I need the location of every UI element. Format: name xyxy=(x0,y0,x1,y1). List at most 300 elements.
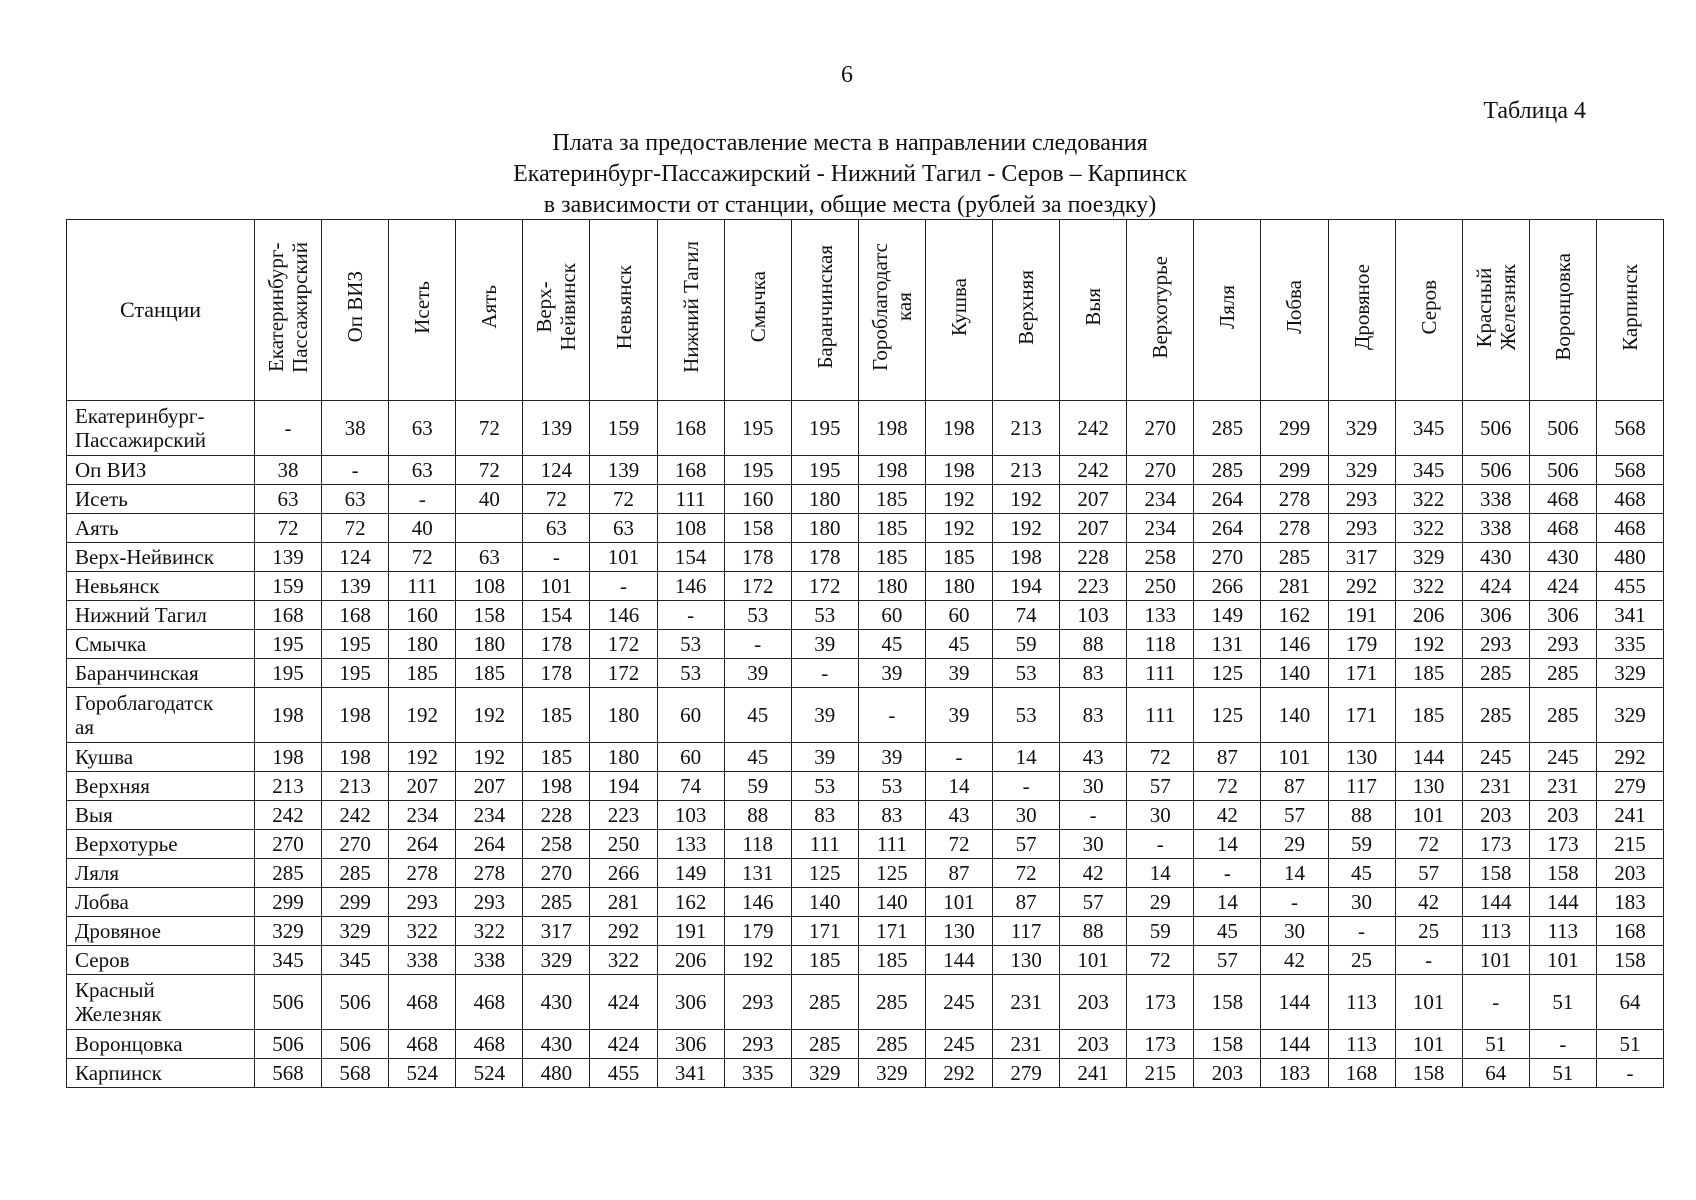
fare-cell: 278 xyxy=(1261,514,1328,543)
fare-cell: 171 xyxy=(858,917,925,946)
column-header-label: Ляля xyxy=(1215,284,1240,330)
fare-cell: 72 xyxy=(1127,743,1194,772)
fare-cell: 195 xyxy=(322,630,389,659)
fare-cell: 30 xyxy=(1127,801,1194,830)
fare-cell: 185 xyxy=(523,688,590,743)
fare-cell: 72 xyxy=(389,543,456,572)
fare-cell: 131 xyxy=(724,859,791,888)
fare-cell: 103 xyxy=(657,801,724,830)
fare-cell: 279 xyxy=(1596,772,1663,801)
fare-cell: 154 xyxy=(657,543,724,572)
fare-cell: 88 xyxy=(1060,630,1127,659)
fare-cell: 480 xyxy=(1596,543,1663,572)
fare-cell: 285 xyxy=(1529,688,1596,743)
fare-cell: - xyxy=(255,401,322,456)
column-header-label: Невьянск xyxy=(611,264,636,350)
fare-cell: 53 xyxy=(993,688,1060,743)
fare-cell: 39 xyxy=(858,743,925,772)
fare-cell: 118 xyxy=(1127,630,1194,659)
column-header xyxy=(724,220,791,401)
fare-cell: 38 xyxy=(322,401,389,456)
fare-cell: 198 xyxy=(858,456,925,485)
fare-cell: 63 xyxy=(389,456,456,485)
table-row xyxy=(67,659,1664,688)
fare-cell: 250 xyxy=(590,830,657,859)
fare-cell: 179 xyxy=(1328,630,1395,659)
fare-cell: 130 xyxy=(1395,772,1462,801)
fare-cell: 88 xyxy=(1328,801,1395,830)
fare-cell: 42 xyxy=(1060,859,1127,888)
fare-cell: 568 xyxy=(1596,401,1663,456)
fare-cell: 285 xyxy=(858,975,925,1030)
fare-cell: 146 xyxy=(590,601,657,630)
fare-cell: 168 xyxy=(322,601,389,630)
table-title xyxy=(300,128,1400,221)
fare-cell: 345 xyxy=(322,946,389,975)
fare-cell: 329 xyxy=(1596,688,1663,743)
fare-cell: 144 xyxy=(1529,888,1596,917)
row-station-label: Исеть xyxy=(67,485,255,514)
fare-cell: 306 xyxy=(657,975,724,1030)
fare-cell: - xyxy=(322,456,389,485)
fare-cell: 111 xyxy=(791,830,858,859)
fare-cell: 424 xyxy=(1529,572,1596,601)
fare-cell: 424 xyxy=(590,1030,657,1059)
fare-cell: 430 xyxy=(1462,543,1529,572)
fare-cell: 228 xyxy=(523,801,590,830)
fare-cell: 322 xyxy=(456,917,523,946)
fare-cell: 293 xyxy=(1529,630,1596,659)
column-header xyxy=(1462,220,1529,401)
fare-cell: 293 xyxy=(1462,630,1529,659)
fare-cell: 57 xyxy=(1395,859,1462,888)
column-header xyxy=(993,220,1060,401)
fare-cell: 64 xyxy=(1462,1059,1529,1088)
column-header-label: Воронцовка xyxy=(1550,253,1575,361)
fare-cell: 168 xyxy=(1596,917,1663,946)
fare-cell: 192 xyxy=(993,485,1060,514)
fare-cell: 51 xyxy=(1462,1030,1529,1059)
table-row xyxy=(67,830,1664,859)
column-header-label: Кушва xyxy=(946,277,971,337)
column-header xyxy=(590,220,657,401)
fare-cell: 14 xyxy=(993,743,1060,772)
fare-cell: 144 xyxy=(1462,888,1529,917)
fare-cell: - xyxy=(389,485,456,514)
fare-cell: 299 xyxy=(1261,456,1328,485)
fare-cell: 468 xyxy=(1596,485,1663,514)
column-header-label: Екатеринбург- Пассажирский xyxy=(264,241,313,373)
fare-cell: 59 xyxy=(1127,917,1194,946)
fare-cell: 111 xyxy=(858,830,925,859)
fare-cell: 185 xyxy=(389,659,456,688)
column-header-label: Гороблагодатс кая xyxy=(867,243,916,371)
fare-cell: 133 xyxy=(657,830,724,859)
fare-cell: 168 xyxy=(255,601,322,630)
fare-cell: 270 xyxy=(1127,456,1194,485)
fare-cell: 179 xyxy=(724,917,791,946)
fare-cell: 39 xyxy=(925,688,992,743)
fare-cell: 329 xyxy=(255,917,322,946)
fare-cell: 45 xyxy=(858,630,925,659)
fare-cell: 285 xyxy=(1194,401,1261,456)
fare-cell: 118 xyxy=(724,830,791,859)
fare-cell: 192 xyxy=(1395,630,1462,659)
fare-cell: 180 xyxy=(456,630,523,659)
fare-cell: 206 xyxy=(657,946,724,975)
column-header xyxy=(389,220,456,401)
fare-cell: 506 xyxy=(1462,456,1529,485)
fare-cell: 270 xyxy=(255,830,322,859)
fare-cell: 191 xyxy=(657,917,724,946)
fare-cell: 173 xyxy=(1462,830,1529,859)
fare-cell: 101 xyxy=(925,888,992,917)
fare-cell: 74 xyxy=(993,601,1060,630)
fare-cell: 43 xyxy=(1060,743,1127,772)
table-row xyxy=(67,572,1664,601)
fare-cell: 178 xyxy=(523,659,590,688)
fare-cell: 29 xyxy=(1127,888,1194,917)
fare-cell: 59 xyxy=(993,630,1060,659)
column-header-label: Верхняя xyxy=(1014,269,1039,345)
column-header-label: Аять xyxy=(477,285,502,329)
fare-cell: 180 xyxy=(791,485,858,514)
column-header xyxy=(523,220,590,401)
fare-cell: 63 xyxy=(389,401,456,456)
fare-cell: 245 xyxy=(1462,743,1529,772)
fare-cell: 506 xyxy=(1462,401,1529,456)
fare-cell: 64 xyxy=(1596,975,1663,1030)
fare-cell: 568 xyxy=(322,1059,389,1088)
row-station-label: Екатеринбург- Пассажирский xyxy=(67,401,255,456)
fare-cell: 213 xyxy=(993,456,1060,485)
fare-cell: 524 xyxy=(456,1059,523,1088)
fare-cell: 140 xyxy=(791,888,858,917)
fare-cell: 113 xyxy=(1462,917,1529,946)
fare-cell: 111 xyxy=(1127,688,1194,743)
fare-cell: 158 xyxy=(1529,859,1596,888)
fare-cell: 506 xyxy=(255,1030,322,1059)
fare-cell: 51 xyxy=(1596,1030,1663,1059)
fare-cell: 430 xyxy=(523,1030,590,1059)
fare-cell: 424 xyxy=(1462,572,1529,601)
fare-cell: 139 xyxy=(590,456,657,485)
fare-cell: 279 xyxy=(993,1059,1060,1088)
fare-cell: 30 xyxy=(993,801,1060,830)
fare-cell: 57 xyxy=(1194,946,1261,975)
fare-cell: 140 xyxy=(858,888,925,917)
row-station-label: Смычка xyxy=(67,630,255,659)
fare-cell: 40 xyxy=(456,485,523,514)
column-header xyxy=(255,220,322,401)
fare-cell: 292 xyxy=(1596,743,1663,772)
fare-cell: 281 xyxy=(590,888,657,917)
row-station-label: Воронцовка xyxy=(67,1030,255,1059)
row-station-label: Серов xyxy=(67,946,255,975)
table-row xyxy=(67,859,1664,888)
fare-cell: 14 xyxy=(1261,859,1328,888)
fare-cell: 241 xyxy=(1060,1059,1127,1088)
fare-cell: 101 xyxy=(1261,743,1328,772)
fare-cell: 198 xyxy=(322,743,389,772)
fare-cell: 57 xyxy=(1261,801,1328,830)
fare-cell: 124 xyxy=(322,543,389,572)
table-row xyxy=(67,801,1664,830)
fare-cell: 241 xyxy=(1596,801,1663,830)
fare-cell: 198 xyxy=(255,688,322,743)
fare-cell: 53 xyxy=(724,601,791,630)
table-row xyxy=(67,772,1664,801)
fare-cell: 203 xyxy=(1060,1030,1127,1059)
fare-cell: 192 xyxy=(456,743,523,772)
fare-cell: 180 xyxy=(791,514,858,543)
fare-cell: 60 xyxy=(858,601,925,630)
fare-cell: 124 xyxy=(523,456,590,485)
column-header xyxy=(1060,220,1127,401)
fare-cell: 306 xyxy=(1462,601,1529,630)
fare-cell: 195 xyxy=(255,630,322,659)
fare-cell: 213 xyxy=(255,772,322,801)
fare-cell: 125 xyxy=(1194,688,1261,743)
fare-cell: 430 xyxy=(1529,543,1596,572)
fare-cell: 185 xyxy=(858,485,925,514)
fare-cell: 42 xyxy=(1395,888,1462,917)
fare-cell: 14 xyxy=(1127,859,1194,888)
fare-cell: 125 xyxy=(1194,659,1261,688)
fare-cell: 293 xyxy=(456,888,523,917)
fare-cell: 14 xyxy=(925,772,992,801)
fare-cell: 524 xyxy=(389,1059,456,1088)
fare-cell: 338 xyxy=(456,946,523,975)
fare-cell: 172 xyxy=(724,572,791,601)
fare-cell: 568 xyxy=(255,1059,322,1088)
fare-cell: 206 xyxy=(1395,601,1462,630)
fare-cell: 72 xyxy=(255,514,322,543)
fare-cell: 198 xyxy=(858,401,925,456)
fare-cell: 130 xyxy=(993,946,1060,975)
fare-cell: 264 xyxy=(1194,514,1261,543)
fare-cell: 83 xyxy=(791,801,858,830)
fare-cell: 39 xyxy=(791,688,858,743)
fare-cell: 203 xyxy=(1529,801,1596,830)
fare-cell: 29 xyxy=(1261,830,1328,859)
fare-cell: 146 xyxy=(657,572,724,601)
fare-cell: 329 xyxy=(858,1059,925,1088)
fare-cell: 39 xyxy=(724,659,791,688)
fare-cell: 285 xyxy=(858,1030,925,1059)
fare-cell: 185 xyxy=(858,946,925,975)
row-station-label: Ляля xyxy=(67,859,255,888)
fare-cell: 299 xyxy=(255,888,322,917)
fare-cell: 278 xyxy=(389,859,456,888)
fare-cell: 53 xyxy=(791,601,858,630)
fare-cell: 231 xyxy=(1462,772,1529,801)
fare-cell: 285 xyxy=(523,888,590,917)
fare-cell: 455 xyxy=(590,1059,657,1088)
fare-cell: 72 xyxy=(993,859,1060,888)
row-station-label: Верх-Нейвинск xyxy=(67,543,255,572)
fare-cell: 139 xyxy=(523,401,590,456)
fare-cell: 185 xyxy=(925,543,992,572)
row-station-label: Верхотурье xyxy=(67,830,255,859)
fare-cell: 83 xyxy=(1060,688,1127,743)
fare-cell: 158 xyxy=(456,601,523,630)
fare-cell: 59 xyxy=(724,772,791,801)
fare-cell: 192 xyxy=(724,946,791,975)
fare-cell: 329 xyxy=(322,917,389,946)
fare-cell: - xyxy=(858,688,925,743)
row-station-label: Кушва xyxy=(67,743,255,772)
fare-cell: 42 xyxy=(1194,801,1261,830)
fare-cell: - xyxy=(1596,1059,1663,1088)
fare-cell: 158 xyxy=(1194,975,1261,1030)
fare-cell: 329 xyxy=(1328,456,1395,485)
fare-cell: 192 xyxy=(925,485,992,514)
table-row xyxy=(67,514,1664,543)
fare-cell: 329 xyxy=(1328,401,1395,456)
fare-cell: 160 xyxy=(724,485,791,514)
fare-cell: 455 xyxy=(1596,572,1663,601)
fare-cell: 506 xyxy=(1529,456,1596,485)
fare-cell: 231 xyxy=(993,975,1060,1030)
fare-cell: 171 xyxy=(1328,688,1395,743)
fare-cell: 183 xyxy=(1261,1059,1328,1088)
fare-cell: 223 xyxy=(590,801,657,830)
column-header-label: Лобва xyxy=(1282,280,1307,334)
fare-cell: 154 xyxy=(523,601,590,630)
fare-cell: 198 xyxy=(523,772,590,801)
fare-cell: 180 xyxy=(590,688,657,743)
column-header-label: Смычка xyxy=(745,271,770,343)
title-line: в зависимости от станции, общие места (рублей за поездку) xyxy=(543,192,1157,218)
fare-cell: 87 xyxy=(1194,743,1261,772)
fare-cell: 158 xyxy=(724,514,791,543)
fare-cell: 101 xyxy=(1060,946,1127,975)
fare-cell: 131 xyxy=(1194,630,1261,659)
corner-header: Станции xyxy=(67,220,255,401)
fare-cell: 480 xyxy=(523,1059,590,1088)
fare-cell: 53 xyxy=(657,630,724,659)
fare-cell: 285 xyxy=(791,1030,858,1059)
column-header xyxy=(456,220,523,401)
column-header xyxy=(1529,220,1596,401)
fare-cell: 250 xyxy=(1127,572,1194,601)
fare-cell: 162 xyxy=(1261,601,1328,630)
fare-cell: 103 xyxy=(1060,601,1127,630)
fare-cell: - xyxy=(523,543,590,572)
column-header-label: Баранчинская xyxy=(812,245,837,369)
fare-cell: 322 xyxy=(1395,572,1462,601)
fare-cell: 144 xyxy=(925,946,992,975)
column-header xyxy=(322,220,389,401)
fare-cell: 192 xyxy=(925,514,992,543)
fare-cell: 159 xyxy=(255,572,322,601)
fare-cell: 264 xyxy=(389,830,456,859)
fare-cell: 468 xyxy=(1529,514,1596,543)
table-row xyxy=(67,946,1664,975)
fare-cell: 185 xyxy=(1395,688,1462,743)
fare-cell: 180 xyxy=(858,572,925,601)
fare-cell: 270 xyxy=(1127,401,1194,456)
fare-cell: 338 xyxy=(1462,514,1529,543)
fare-cell: 234 xyxy=(1127,485,1194,514)
fare-cell: 278 xyxy=(456,859,523,888)
column-header xyxy=(1194,220,1261,401)
fare-cell: 322 xyxy=(389,917,456,946)
fare-cell: 245 xyxy=(925,975,992,1030)
fare-cell: 345 xyxy=(1395,401,1462,456)
fare-cell: 39 xyxy=(925,659,992,688)
fare-cell: - xyxy=(590,572,657,601)
fare-cell: - xyxy=(1529,1030,1596,1059)
fare-cell: 242 xyxy=(322,801,389,830)
fare-cell: 130 xyxy=(1328,743,1395,772)
fare-cell: - xyxy=(1060,801,1127,830)
fare-cell: 117 xyxy=(993,917,1060,946)
fare-cell: 194 xyxy=(590,772,657,801)
fare-cell: 568 xyxy=(1596,456,1663,485)
fare-cell: 231 xyxy=(1529,772,1596,801)
fare-cell: 195 xyxy=(791,456,858,485)
fare-cell: 242 xyxy=(1060,401,1127,456)
fare-cell: 213 xyxy=(322,772,389,801)
fare-cell: 158 xyxy=(1194,1030,1261,1059)
fare-cell: 60 xyxy=(657,688,724,743)
fare-cell: 192 xyxy=(993,514,1060,543)
column-header xyxy=(1395,220,1462,401)
fare-cell: 293 xyxy=(1328,485,1395,514)
row-station-label: Дровяное xyxy=(67,917,255,946)
fare-cell: 506 xyxy=(322,975,389,1030)
fare-cell: 53 xyxy=(858,772,925,801)
row-station-label: Выя xyxy=(67,801,255,830)
fare-cell: 30 xyxy=(1060,772,1127,801)
fare-cell: 329 xyxy=(523,946,590,975)
fare-cell: 158 xyxy=(1596,946,1663,975)
fare-cell: 207 xyxy=(389,772,456,801)
fare-cell: 322 xyxy=(590,946,657,975)
fare-cell: 266 xyxy=(590,859,657,888)
fare-cell: 172 xyxy=(590,630,657,659)
fare-cell: 195 xyxy=(322,659,389,688)
fare-cell: 270 xyxy=(1194,543,1261,572)
fare-cell: 30 xyxy=(1261,917,1328,946)
fare-cell: 345 xyxy=(255,946,322,975)
column-header xyxy=(1261,220,1328,401)
fare-cell: 53 xyxy=(791,772,858,801)
fare-cell: 60 xyxy=(925,601,992,630)
fare-cell: 130 xyxy=(925,917,992,946)
fare-cell: 140 xyxy=(1261,659,1328,688)
fare-cell: 183 xyxy=(1596,888,1663,917)
fare-cell: 45 xyxy=(1194,917,1261,946)
column-header-label: Красный Железняк xyxy=(1471,263,1520,351)
fare-cell: 424 xyxy=(590,975,657,1030)
fare-cell: 506 xyxy=(322,1030,389,1059)
column-header-label: Дровяное xyxy=(1349,264,1374,350)
table-row xyxy=(67,1030,1664,1059)
fare-cell: 185 xyxy=(456,659,523,688)
fare-cell: 245 xyxy=(1529,743,1596,772)
fare-cell: 341 xyxy=(1596,601,1663,630)
fare-cell: 285 xyxy=(1261,543,1328,572)
fare-cell: 168 xyxy=(1328,1059,1395,1088)
fare-cell: 101 xyxy=(1395,975,1462,1030)
fare-cell: 285 xyxy=(1462,659,1529,688)
fare-cell: - xyxy=(1261,888,1328,917)
fare-cell: 185 xyxy=(791,946,858,975)
fare-cell: 292 xyxy=(590,917,657,946)
